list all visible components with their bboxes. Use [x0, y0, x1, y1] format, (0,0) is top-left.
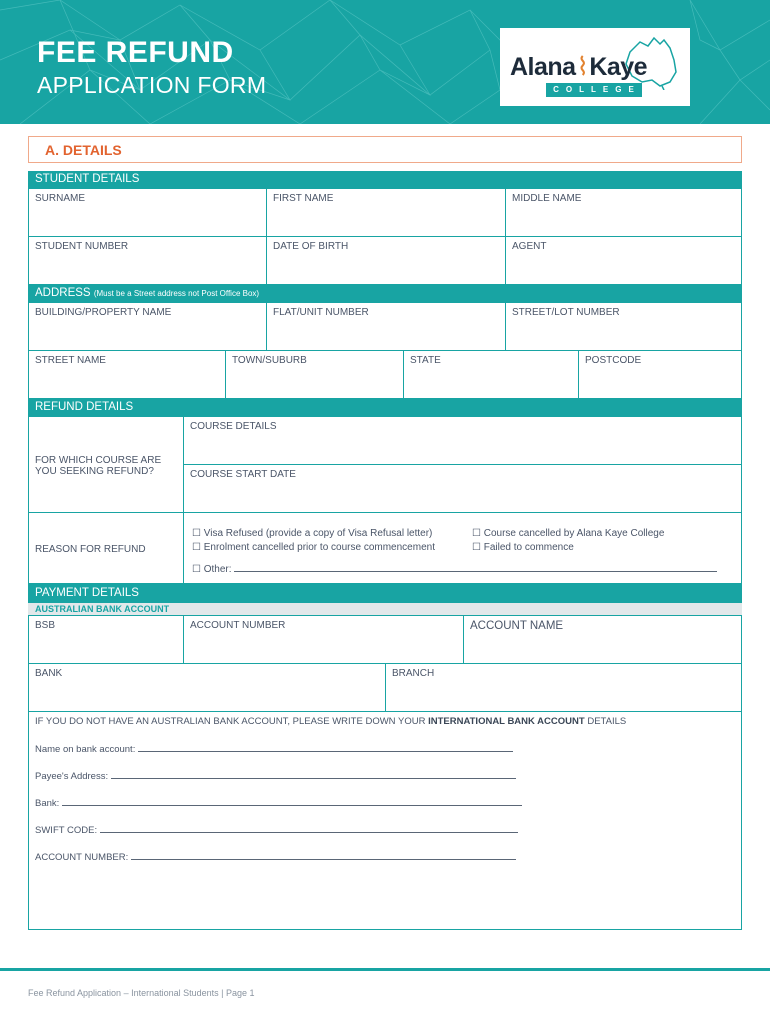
logo-wordmark	[510, 52, 647, 82]
date-of-birth-label: DATE OF BIRTH	[273, 241, 349, 252]
payee-address-row[interactable]	[35, 770, 516, 782]
international-notice-post: DETAILS	[587, 716, 627, 727]
branch-field[interactable]	[385, 663, 742, 712]
intl-account-number-row[interactable]	[35, 851, 516, 863]
visa-refused-option[interactable]	[192, 528, 432, 539]
course-question-line2: YOU SEEKING REFUND?	[35, 466, 154, 477]
checkbox-icon[interactable]: ☐	[192, 528, 201, 539]
bank-line[interactable]	[62, 797, 522, 806]
agent-label: AGENT	[512, 241, 547, 252]
reason-options-cell	[183, 512, 742, 584]
enrolment-cancelled-option[interactable]	[192, 542, 435, 553]
intl-account-number-line[interactable]	[131, 851, 516, 860]
address-bar	[28, 285, 742, 302]
reason-label-cell	[28, 512, 184, 584]
payment-details-bar: PAYMENT DETAILS	[28, 584, 742, 603]
student-number-field[interactable]	[28, 236, 267, 285]
logo-college-label: COLLEGE	[546, 83, 642, 97]
student-number-label: STUDENT NUMBER	[35, 241, 129, 252]
name-on-account-line[interactable]	[138, 743, 513, 752]
swift-code-line[interactable]	[100, 824, 518, 833]
college-logo	[500, 28, 690, 106]
state-label: STATE	[410, 355, 441, 366]
account-number-field[interactable]	[183, 615, 464, 664]
surname-label: SURNAME	[35, 193, 86, 204]
checkbox-icon[interactable]: ☐	[192, 564, 201, 575]
building-field[interactable]	[28, 302, 267, 351]
bsb-field[interactable]	[28, 615, 184, 664]
failed-to-commence-label: Failed to commence	[483, 542, 574, 553]
middle-name-field[interactable]	[505, 188, 742, 237]
street-lot-label: STREET/LOT NUMBER	[512, 307, 620, 318]
international-notice-pre: IF YOU DO NOT HAVE AN AUSTRALIAN BANK ACCOUNT, PLEASE WRITE DOWN YOUR	[35, 716, 426, 727]
form-title: FEE REFUND	[37, 36, 234, 69]
student-details-bar: STUDENT DETAILS	[28, 171, 742, 188]
town-suburb-label: TOWN/SUBURB	[232, 355, 307, 366]
address-bar-title: ADDRESS	[35, 287, 91, 299]
international-account-box	[28, 711, 742, 930]
international-notice-bold: INTERNATIONAL BANK ACCOUNT	[428, 716, 585, 727]
street-name-field[interactable]	[28, 350, 226, 399]
first-name-field[interactable]	[266, 188, 506, 237]
section-a-heading	[28, 136, 742, 163]
account-name-label: ACCOUNT NAME	[470, 620, 564, 632]
bank-line-row[interactable]	[35, 797, 522, 809]
international-notice	[35, 716, 626, 727]
middle-name-label: MIDDLE NAME	[512, 193, 582, 204]
street-name-label: STREET NAME	[35, 355, 106, 366]
logo-name-right: Kaye	[589, 53, 648, 81]
payee-address-line[interactable]	[111, 770, 516, 779]
bank-field[interactable]	[28, 663, 386, 712]
state-field[interactable]	[403, 350, 579, 399]
checkbox-icon[interactable]: ☐	[192, 542, 201, 553]
failed-to-commence-option[interactable]	[472, 542, 574, 553]
enrolment-cancelled-label: Enrolment cancelled prior to course commencement	[203, 542, 435, 553]
first-name-label: FIRST NAME	[273, 193, 334, 204]
bank-line-label: Bank:	[35, 798, 60, 809]
account-number-label: ACCOUNT NUMBER	[190, 620, 286, 631]
other-input-line[interactable]	[234, 563, 717, 572]
refund-details-bar: REFUND DETAILS	[28, 399, 742, 416]
building-label: BUILDING/PROPERTY NAME	[35, 307, 172, 318]
form-subtitle: APPLICATION FORM	[37, 72, 267, 98]
visa-refused-label: Visa Refused (provide a copy of Visa Refusal letter)	[203, 528, 433, 539]
australian-bank-account-bar: AUSTRALIAN BANK ACCOUNT	[28, 603, 742, 615]
swift-code-row[interactable]	[35, 824, 518, 836]
header-banner	[0, 0, 770, 124]
course-details-label: COURSE DETAILS	[190, 421, 277, 432]
date-of-birth-field[interactable]	[266, 236, 506, 285]
payee-address-label: Payee's Address:	[35, 771, 109, 782]
bsb-label: BSB	[35, 620, 56, 631]
course-details-field[interactable]	[183, 416, 742, 465]
name-on-account-row[interactable]	[35, 743, 513, 755]
agent-field[interactable]	[505, 236, 742, 285]
town-suburb-field[interactable]	[225, 350, 404, 399]
address-bar-note: (Must be a Street address not Post Office Box)	[93, 289, 260, 298]
checkbox-icon[interactable]: ☐	[472, 528, 481, 539]
flat-unit-field[interactable]	[266, 302, 506, 351]
course-question-cell	[28, 416, 184, 513]
flame-icon: ⌇	[576, 53, 589, 81]
other-label: Other:	[203, 564, 232, 575]
footer-divider	[0, 968, 770, 971]
course-start-date-field[interactable]	[183, 464, 742, 513]
other-option[interactable]	[192, 563, 717, 575]
intl-account-number-label: ACCOUNT NUMBER:	[35, 852, 129, 863]
course-question-line1: FOR WHICH COURSE ARE	[35, 455, 162, 466]
course-start-date-label: COURSE START DATE	[190, 469, 296, 480]
account-name-field[interactable]	[463, 615, 742, 664]
branch-label: BRANCH	[392, 668, 435, 679]
postcode-field[interactable]	[578, 350, 742, 399]
postcode-label: POSTCODE	[585, 355, 642, 366]
street-lot-field[interactable]	[505, 302, 742, 351]
checkbox-icon[interactable]: ☐	[472, 542, 481, 553]
flat-unit-label: FLAT/UNIT NUMBER	[273, 307, 369, 318]
surname-field[interactable]	[28, 188, 267, 237]
swift-code-label: SWIFT CODE:	[35, 825, 98, 836]
bank-label: BANK	[35, 668, 63, 679]
reason-for-refund-label: REASON FOR REFUND	[35, 544, 146, 555]
course-cancelled-option[interactable]	[472, 528, 664, 539]
page-footer: Fee Refund Application – International Students | Page 1	[28, 988, 255, 998]
course-cancelled-label: Course cancelled by Alana Kaye College	[483, 528, 665, 539]
section-a-title: A. DETAILS	[45, 142, 122, 158]
name-on-account-label: Name on bank account:	[35, 744, 136, 755]
logo-name-left: Alana	[510, 53, 576, 81]
